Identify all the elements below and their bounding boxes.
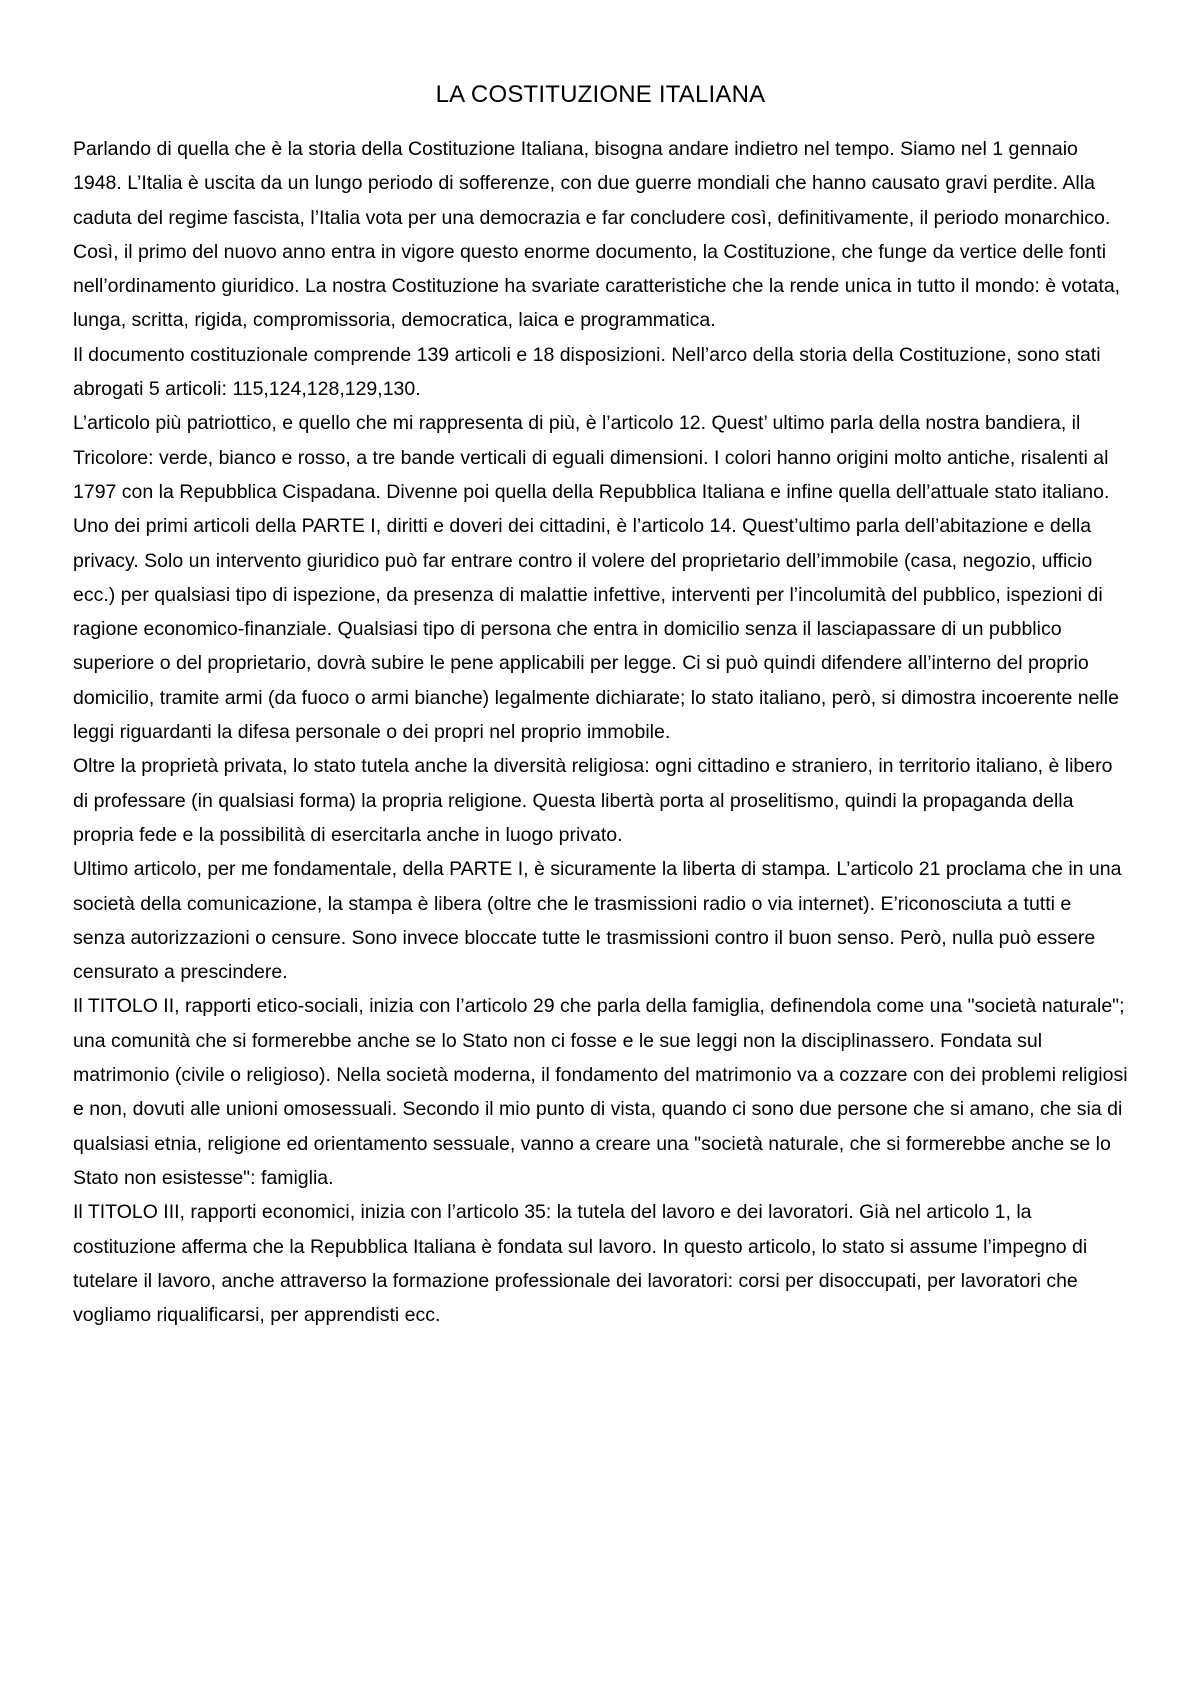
paragraph-titolo-3: Il TITOLO III, rapporti economici, inizia con l’articolo 35: la tutela del lavoro e dei lavoratori. Già nel articolo 1, la costituzione afferma che la Repubblica Italiana è fondata sul lavoro. In questo articolo, lo stato si assume l’impegno di tutelare il lavoro, anche attraverso la formazione professionale dei lavoratori: corsi per disoccupati, per lavoratori che vogliamo riqualificarsi, per apprendisti ecc. xyxy=(73,1201,1088,1327)
document-body xyxy=(73,132,1128,1332)
paragraph-articles-count: Il documento costituzionale comprende 139 articoli e 18 disposizioni. Nell’arco della storia della Costituzione, sono stati abrogati 5 articoli: 115,124,128,129,130. xyxy=(73,343,1101,401)
paragraph-religious-freedom: Oltre la proprietà privata, lo stato tutela anche la diversità religiosa: ogni cittadino e straniero, in territorio italiano, è libero di professare (in qualsiasi forma) la propria religione. Questa libertà porta al proselitismo, quindi la propaganda della propria fede e la possibilità di esercitarla anche in luogo privato. xyxy=(73,755,1113,846)
paragraph-article-14: Uno dei primi articoli della PARTE I, diritti e doveri dei cittadini, è l’articolo 14. Quest’ultimo parla dell’abitazione e della privacy. Solo un intervento giuridico può far entrare contro il volere del proprietario dell’immobile (casa, negozio, ufficio ecc.) per qualsiasi tipo di ispezione, da presenza di malattie infettive, interventi per l’incolumità del pubblico, ispezioni di ragione economico-finanziale. Qualsiasi tipo di persona che entra in domicilio senza il lasciapassare di un pubblico superiore o del proprietario, dovrà subire le pene applicabili per legge. Ci si può quindi difendere all’interno del proprio domicilio, tramite armi (da fuoco o armi bianche) legalmente dichiarate; lo stato italiano, però, si dimostra incoerente nelle leggi riguardanti la difesa personale o dei propri nel proprio immobile. xyxy=(73,515,1119,744)
document-title: LA COSTITUZIONE ITALIANA xyxy=(435,81,766,108)
paragraph-article-12: L’articolo più patriottico, e quello che mi rappresenta di più, è l’articolo 12. Quest’ ultimo parla della nostra bandiera, il Tricolore: verde, bianco e rosso, a tre bande verticali di eguali dimensioni. I colori hanno origini molto antiche, risalenti al 1797 con la Repubblica Cispadana. Divenne poi quella della Repubblica Italiana e infine quella dell’attuale stato italiano. xyxy=(73,412,1110,503)
paragraph-article-21: Ultimo articolo, per me fondamentale, della PARTE I, è sicuramente la liberta di stampa. L’articolo 21 proclama che in una società della comunicazione, la stampa è libera (oltre che le trasmissioni radio o via internet). E’riconosciuta a tutti e senza autorizzazioni o censure. Sono invece bloccate tutte le trasmissioni contro il buon senso. Però, nulla può essere censurato a prescindere. xyxy=(73,858,1122,984)
paragraph-history: Parlando di quella che è la storia della Costituzione Italiana, bisogna andare indietro nel tempo. Siamo nel 1 gennaio 1948. L’Italia è uscita da un lungo periodo di sofferenze, con due guerre mondiali che hanno causato gravi perdite. Alla caduta del regime fascista, l’Italia vota per una democrazia e far concludere così, definitivamente, il periodo monarchico. Così, il primo del nuovo anno entra in vigore questo enorme documento, la Costituzione, che funge da vertice delle fonti nell’ordinamento giuridico. La nostra Costituzione ha svariate caratteristiche che la rende unica in tutto il mondo: è votata, lunga, scritta, rigida, compromissoria, democratica, laica e programmatica. xyxy=(73,138,1121,332)
paragraph-titolo-2: Il TITOLO II, rapporti etico-sociali, inizia con l’articolo 29 che parla della famiglia, definendola come una "società naturale"; una comunità che si formerebbe anche se lo Stato non ci fosse e le sue leggi non la disciplinassero. Fondata sul matrimonio (civile o religioso). Nella società moderna, il fondamento del matrimonio va a cozzare con dei problemi religiosi e non, dovuti alle unioni omosessuali. Secondo il mio punto di vista, quando ci sono due persone che si amano, che sia di qualsiasi etnia, religione ed orientamento sessuale, vanno a creare una "società naturale, che si formerebbe anche se lo Stato non esistesse": famiglia. xyxy=(73,995,1128,1189)
